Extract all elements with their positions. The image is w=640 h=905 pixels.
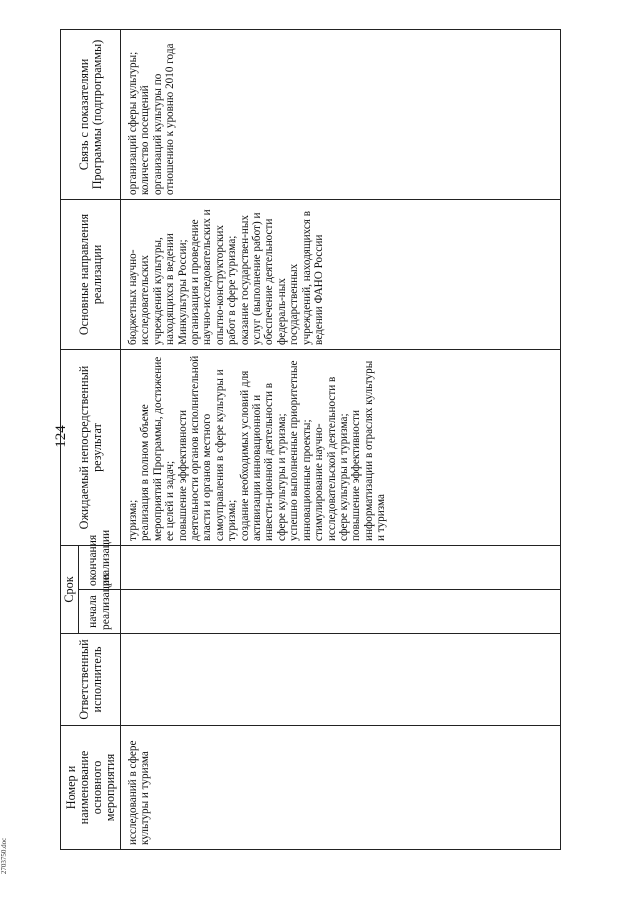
cell-result: туризма; реализация в полном объеме мероприятий Программы, достижение ее целей и задач; повышение эффективности деятельности органов исполнительной власти и органов местного самоуправления в сфере культуры и туризма; создание необходимых условий для активизации инновационной и инвести-ционной деятельности в сфере культуры и туризма; успешно выполненные приоритетные инновационные проекты; стимулирование научно-исследовательской деятельности в сфере культуры и туризма; повышение эффективности информатизации в отраслях культуры и туризма [121,350,561,546]
cell-name: исследований в сфере культуры и туризма [121,726,561,850]
rotated-table-page [60,30,580,850]
header-link: Связь с показателями Программы (подпрограммы) [61,30,121,200]
page-number: 124 [52,425,69,448]
header-directions: Основные направления реализации [61,200,121,350]
footer-filename: 2703750.doc [0,837,9,875]
header-result: Ожидаемый непосредственный результат [61,350,121,546]
header-name: Номер и наименование основного мероприятия [61,726,121,850]
cell-term-start [121,590,561,634]
header-term-start: начала реализации [79,590,121,634]
header-term-end: окончания реализации [79,546,121,590]
cell-executor [121,634,561,726]
table-row [121,30,561,850]
header-executor: Ответственный исполнитель [61,634,121,726]
program-table [60,29,561,850]
cell-term-end [121,546,561,590]
header-term: Срок [61,546,79,634]
cell-directions: бюджетных научно-исследовательских учреждений культуры, находящихся в ведении Минкультуры России; организация и проведение научно-исследовательских и опытно-конструкторских работ в сфере туризма; оказание государствен-ных услуг (выполнение работ) и обеспечение деятельности федераль-ных государственных учреждений, находящихся в ведении ФАНО России [121,200,561,350]
cell-link: организаций сферы культуры; количество посещений организаций культуры по отношению к уровню 2010 года [121,30,561,200]
